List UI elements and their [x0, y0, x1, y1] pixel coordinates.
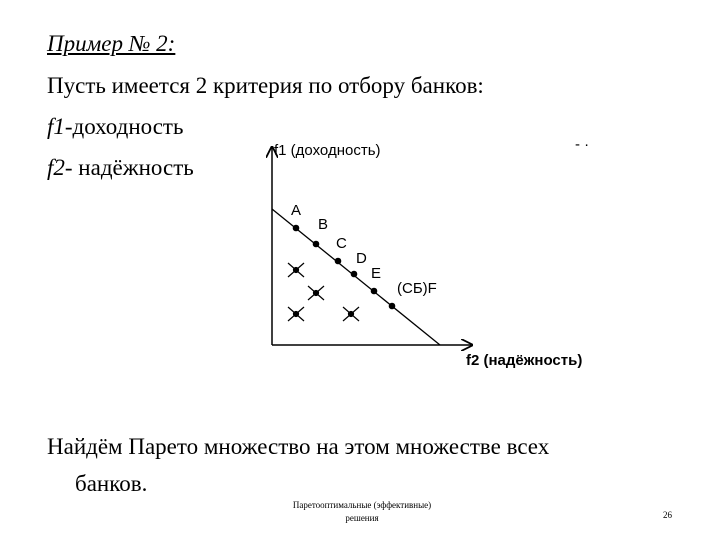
pareto-label-b: B	[318, 216, 329, 233]
stray-mark: - ·	[575, 136, 590, 153]
dominated-points	[288, 263, 359, 321]
question-line-1: Найдём Парето множество на этом множестве всех	[47, 434, 550, 459]
pareto-points	[291, 202, 437, 309]
pareto-label-a: A	[291, 202, 302, 219]
criterion-f2-code: f2	[47, 155, 65, 180]
page-number: 26	[663, 510, 672, 520]
pareto-point-c	[335, 258, 342, 265]
criterion-f1	[47, 113, 183, 141]
criterion-f2-text: - надёжность	[64, 155, 194, 180]
criterion-f1-code: f1	[47, 114, 65, 139]
pareto-point-b	[313, 241, 320, 248]
example-heading: Пример № 2:	[47, 31, 176, 56]
pareto-point-f	[389, 303, 396, 310]
criterion-f1-text: -доходность	[64, 114, 184, 139]
pareto-label-c: C	[336, 235, 347, 252]
pareto-label-d: D	[356, 250, 367, 267]
footer-caption-line-2: решения	[345, 513, 379, 523]
intro-text: Пусть имеется 2 критерия по отбору банков:	[47, 73, 484, 98]
x-axis-label: f2 (надёжность)	[466, 352, 583, 369]
pareto-label-e: E	[371, 265, 382, 282]
dominated-point	[308, 286, 324, 300]
dominated-point	[288, 263, 304, 277]
y-axis-label: f1 (доходность)	[274, 142, 381, 159]
pareto-point-e	[371, 288, 378, 295]
criterion-f2	[47, 154, 194, 182]
pareto-point-a	[293, 225, 300, 232]
pareto-point-d	[351, 271, 358, 278]
footer-caption-line-1: Паретооптимальные (эффективные)	[292, 500, 432, 510]
question-line-2: банков.	[75, 471, 148, 496]
dominated-point	[288, 307, 304, 321]
footer-caption	[262, 499, 462, 525]
pareto-label-f: (СБ)F	[397, 280, 437, 297]
pareto-diagram	[240, 125, 640, 375]
dominated-point	[343, 307, 359, 321]
